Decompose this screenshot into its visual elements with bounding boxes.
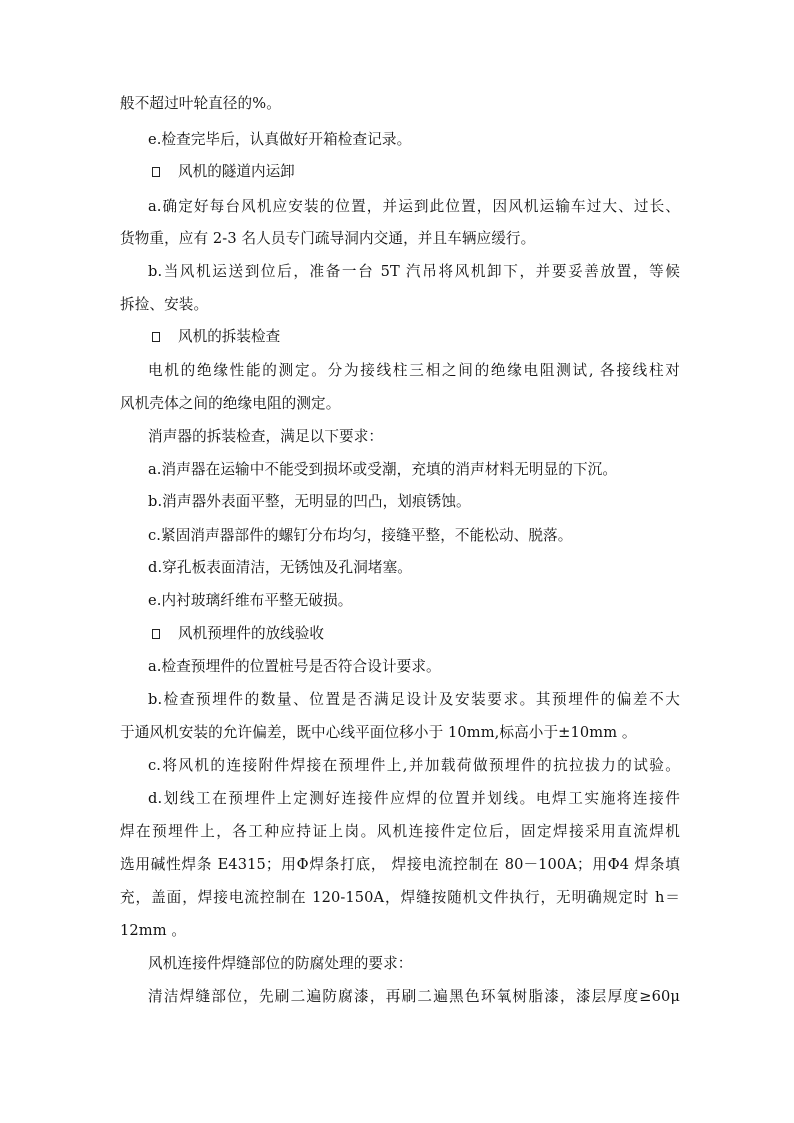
section-heading-text: 风机预埋件的放线验收 (178, 625, 324, 642)
text-line: d.划线工在预埋件上定测好连接件应焊的位置并划线。电焊工实施将连接件 (148, 790, 680, 807)
checkbox-bullet-icon (152, 332, 160, 342)
text-line: e.内衬玻璃纤维布平整无破损。 (148, 592, 353, 609)
section-heading-text: 风机的隧道内运卸 (178, 163, 295, 180)
text-line: d.穿孔板表面清洁，无锈蚀及孔洞堵塞。 (148, 559, 412, 576)
section-heading-text: 风机的拆装检查 (178, 328, 281, 345)
text-line: 于通风机安装的允许偏差，既中心线平面位移小于 10mm,标高小于±10mm 。 (120, 724, 637, 741)
text-line: b.当风机运送到位后，准备一台 5T 汽吊将风机卸下，并要妥善放置，等候 (148, 263, 680, 280)
text-line: c.将风机的连接附件焊接在预埋件上,并加载荷做预埋件的抗拉拔力的试验。 (148, 757, 680, 774)
text-line: a.检查预埋件的位置桩号是否符合设计要求。 (148, 658, 441, 675)
text-line: 焊在预埋件上，各工种应持证上岗。风机连接件定位后，固定焊接采用直流焊机 (120, 823, 680, 840)
text-line: 风机壳体之间的绝缘电阻的测定。 (120, 395, 341, 412)
text-line: b.检查预埋件的数量、位置是否满足设计及安装要求。其预埋件的偏差不大 (148, 691, 680, 708)
section-heading (152, 162, 295, 182)
text-line: 货物重，应有 2-3 名人员专门疏导洞内交通，并且车辆应缓行。 (120, 230, 536, 247)
text-line: 风机连接件焊缝部位的防腐处理的要求： (148, 955, 413, 972)
section-heading (152, 624, 324, 644)
text-line: 消声器的拆装检查，满足以下要求： (148, 428, 384, 445)
text-line: 般不超过叶轮直径的%。 (120, 95, 281, 112)
text-line: a.确定好每台风机应安装的位置，并运到此位置，因风机运输车过大、过长、 (148, 198, 680, 215)
text-line: e.检查完毕后，认真做好开箱检查记录。 (148, 131, 412, 148)
section-heading (152, 327, 280, 347)
checkbox-bullet-icon (152, 167, 160, 177)
text-line: 电机的绝缘性能的测定。分为接线柱三相之间的绝缘电阻测试, 各接线柱对 (148, 362, 680, 379)
text-line: 选用碱性焊条 E4315；用Φ焊条打底， 焊接电流控制在 80－100A；用Φ4 焊条填 (120, 856, 680, 873)
text-line: 充，盖面，焊接电流控制在 120-150A，焊缝按随机文件执行，无明确规定时 h＝ (120, 889, 680, 906)
text-line: 清洁焊缝部位，先刷二遍防腐漆，再刷二遍黑色环氧树脂漆，漆层厚度≥60μ (148, 988, 680, 1005)
text-line: 12mm 。 (120, 922, 187, 939)
checkbox-bullet-icon (152, 629, 160, 639)
text-line: c.紧固消声器部件的螺钉分布均匀，接缝平整，不能松动、脱落。 (148, 527, 573, 544)
text-line: b.消声器外表面平整，无明显的凹凸，划痕锈蚀。 (148, 493, 471, 510)
text-line: a.消声器在运输中不能受到损坏或受潮，充填的消声材料无明显的下沉。 (148, 461, 618, 478)
text-line: 拆捡、安装。 (120, 296, 209, 313)
